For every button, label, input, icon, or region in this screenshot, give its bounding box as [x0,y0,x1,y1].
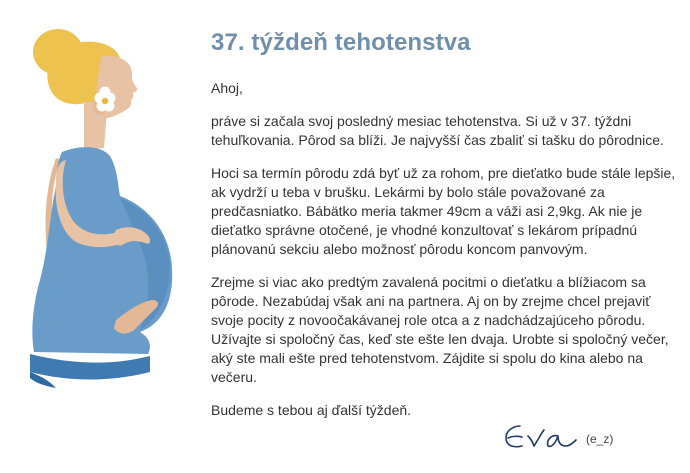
paragraph-intro: práve si začala svoj posledný mesiac tehotenstva. Si už v 37. týždni tehuľkovania. Pôrod sa blíži. Je najvyšší čas zbaliť si tašku do pôrodnice. [211,113,664,148]
signature [500,418,670,458]
letter-content [211,26,683,420]
paragraph-partner: Zrejme si viac ako predtým zavalená pocitmi o dieťatku a blížiacom sa pôrode. Nezabúdaj však ani na partnera. Aj on by zrejme chcel prejaviť svoje pocity z novoočakávanej role otca a z nadchádzajúceho pôrodu. Užívajte si spoločný čas, keď ste ešte len dvaja. Urobte si spoločný večer, aký ste mali ešte pred tehotenstvom. Zájdite si spolu do kina alebo na večeru. [211,274,669,385]
pregnant-woman-illustration [0,0,200,473]
greeting: Ahoj, [211,80,243,96]
signature-handle: (e_z) [586,432,614,446]
closing-line: Budeme s tebou aj ďalší týždeň. [211,402,412,418]
page-title: 37. týždeň tehotenstva [211,29,471,56]
dress-hem [30,354,150,380]
paragraph-baby-size: Hoci sa termín pôrodu zdá byť už za rohom, pre dieťatko bude stále lepšie, ak vydrží u teba v brušku. Lekármi by bolo stále považované za predčasniatko. Bábätko meria takmer 49cm a váži asi 2,9kg. Ak nie je dieťatko správne otočené, je vhodné konzultovať s lekárom prípadnú plánovanú sekciu alebo možnosť pôrodu koncom panvovým. [211,165,676,257]
signature-handwritten [500,418,580,454]
